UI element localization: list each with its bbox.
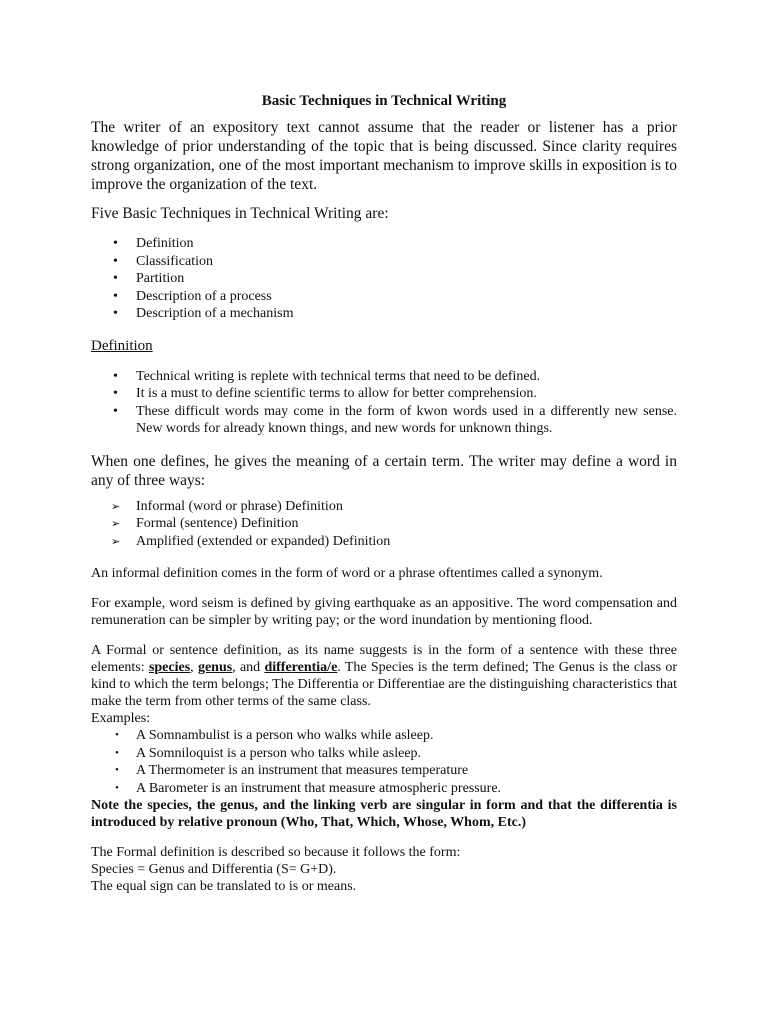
intro-paragraph: The writer of an expository text cannot assume that the reader or listener has a prior knowledge of prior understanding of the topic that is being discussed. Since clarity requires strong organization, one of the most important mechanism to improve skills in exposition is to improve the organization of the text. (91, 119, 677, 193)
informal-definition-paragraph: An informal definition comes in the form of word or a phrase oftentimes called a synonym. (91, 566, 603, 581)
list-item: ➢ Formal (sentence) Definition (111, 516, 299, 531)
document-title: Basic Techniques in Technical Writing (261, 93, 507, 109)
term-differentia: differentia/e (264, 660, 338, 675)
bullet-icon: • (115, 764, 119, 776)
list-item: • It is a must to define scientific terms to allow for better comprehension. (113, 386, 537, 401)
formal-definition-paragraph: A Formal or sentence definition, as its name suggests is in the form of a sentence with these three elements: species, genus, and differentia/e. The Species is the term defined; The Genus is the class or kind to which the term belongs; The Differentia or Differentiae are the distinguishing characteristics that make the term from other terms of the same class. (91, 643, 677, 709)
bullet-icon: • (113, 271, 118, 286)
bullet-icon: • (113, 386, 118, 401)
note-paragraph: Note the species, the genus, and the linking verb are singular in form and that the differentia is introduced by relative pronoun (Who, That, Which, Whose, Whom, Etc.) (91, 798, 677, 830)
list-item: ➢ Amplified (extended or expanded) Definition (111, 533, 391, 549)
list-item: ➢ Informal (word or phrase) Definition (111, 498, 343, 514)
list-item: • A Somnambulist is a person who walks while asleep. (115, 728, 434, 743)
definition-points-list (91, 368, 677, 438)
list-item: • Technical writing is replete with technical terms that need to be defined. (113, 368, 541, 384)
five-techniques-intro: Five Basic Techniques in Technical Writing are: (91, 205, 389, 222)
list-item: • Description of a process (113, 288, 272, 304)
list-item: • A Somniloquist is a person who talks while asleep. (115, 745, 422, 761)
list-item: • Classification (113, 253, 213, 269)
examples-list (91, 727, 677, 797)
bullet-icon: • (113, 288, 118, 304)
bullet-icon: • (113, 403, 118, 419)
form-line: The Formal definition is described so because it follows the form: (91, 845, 461, 860)
form-line: Species = Genus and Differentia (S= G+D). (91, 862, 337, 877)
list-item: • Definition (113, 236, 194, 251)
techniques-list (91, 235, 677, 323)
bullet-icon: • (113, 368, 118, 384)
list-item: • Partition (113, 271, 185, 286)
bullet-icon: • (113, 236, 118, 251)
list-item: • Description of a mechanism (113, 306, 294, 321)
list-item: • A Barometer is an instrument that measure atmospheric pressure. (115, 780, 502, 796)
arrow-bullet-icon: ➢ (111, 517, 121, 530)
arrow-bullet-icon: ➢ (111, 534, 121, 548)
arrow-bullet-icon: ➢ (111, 499, 121, 513)
definition-heading: Definition (91, 337, 153, 354)
form-line: The equal sign can be translated to is or means. (91, 879, 357, 894)
bullet-icon: • (113, 253, 118, 269)
bullet-icon: • (115, 729, 119, 741)
bullet-icon: • (115, 746, 119, 759)
definition-ways-list (91, 498, 677, 551)
bullet-icon: • (113, 306, 118, 321)
list-item: • These difficult words may come in the form of kwon words used in a differently new sense. New words for already known things, and new words for unknown things. (113, 403, 677, 436)
example-paragraph: For example, word seism is defined by giving earthquake as an appositive. The word compensation and remuneration can be simpler by writing pay; or the word inundation by mentioning flood. (91, 596, 677, 628)
bullet-icon: • (115, 781, 119, 794)
list-item: • A Thermometer is an instrument that measures temperature (115, 763, 469, 778)
examples-label: Examples: (91, 711, 151, 726)
defines-paragraph: When one defines, he gives the meaning of a certain term. The writer may define a word in any of three ways: (91, 452, 677, 489)
term-species: species (148, 660, 191, 675)
term-genus: genus (197, 660, 233, 675)
